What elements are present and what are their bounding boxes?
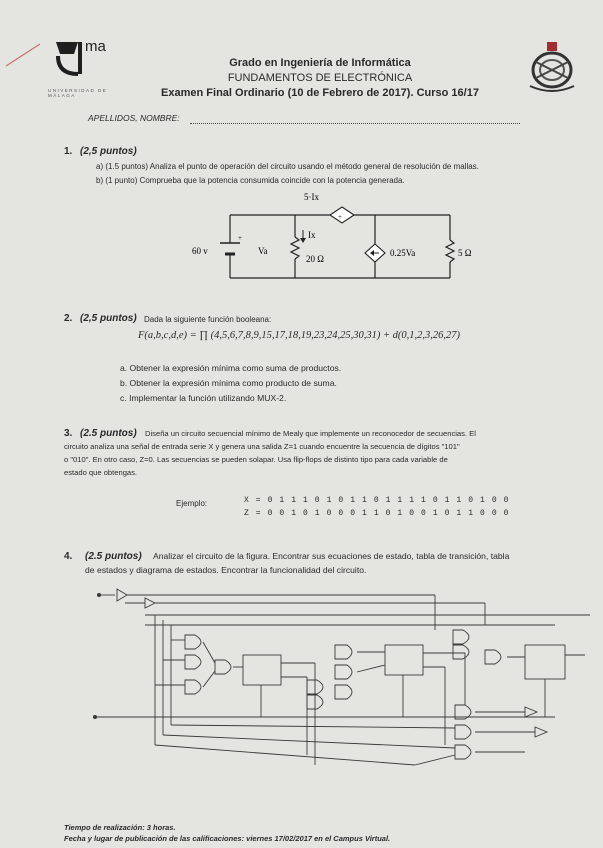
dependent-voltage-source-top [330, 207, 354, 223]
q4-number: 4. [64, 551, 73, 562]
q2-item-a: a. Obtener la expresión mínima como suma de productos. [120, 363, 342, 373]
q3-example-label: Ejemplo: [176, 499, 208, 508]
label-025va: 0.25Va [390, 248, 416, 258]
label-r5: 5 Ω [458, 248, 472, 258]
label-r20: 20 Ω [306, 254, 324, 264]
pen-mark [4, 40, 44, 70]
q1-part-b: b) (1 punto) Comprueba que la potencia consumida coincide con la potencia generada. [96, 176, 405, 185]
q3-x-sequence: X = 0 1 1 1 0 1 0 1 1 0 1 1 1 1 0 1 1 0 1 0 0 [244, 496, 510, 505]
q3-line-4: estado que obtengas. [64, 468, 138, 477]
q3-number: 3. [64, 428, 73, 439]
label-5ix: 5·Ix [304, 192, 319, 202]
exam-title: Examen Final Ordinario (10 de Febrero de 2017). Curso 16/17 [161, 87, 479, 99]
q1-number: 1. [64, 146, 73, 157]
university-name: UNIVERSIDAD DE MÁLAGA [48, 88, 108, 98]
q1-circuit-diagram [190, 190, 490, 290]
q2-number: 2. [64, 313, 73, 324]
q2-boolean-formula: F(a,b,c,d,e) = ∏ (4,5,6,7,8,9,15,17,18,19,23,24,25,30,31) + d(0,1,2,3,26,27) [138, 330, 461, 341]
q4-line-2: de estados y diagrama de estados. Encontrar la funcionalidad del circuito. [85, 565, 367, 575]
q3-line-1: Diseña un circuito secuencial mínimo de Mealy que implemente un reconocedor de secuencias. El [145, 429, 476, 438]
q1-part-a: a) (1.5 puntos) Analiza el punto de operación del circuito usando el método general de resolución de mallas. [96, 162, 479, 171]
school-seal-icon [522, 40, 582, 96]
input-x-terminal [97, 593, 101, 597]
q4-logic-circuit-diagram [85, 585, 590, 780]
q3-points: (2.5 puntos) [80, 428, 137, 439]
label-60v: 60 v [192, 246, 208, 256]
name-field-line[interactable] [190, 123, 520, 124]
logo-text: ma [85, 38, 106, 55]
q3-line-3: o "010". En otro caso, Z=0. Las secuencias se pueden solapar. Usa flip-flops de distinto tipo para cada variable de [64, 455, 448, 464]
q2-intro: Dada la siguiente función booleana: [144, 315, 272, 324]
q4-line-1: Analizar el circuito de la figura. Encontrar sus ecuaciones de estado, tabla de transición, tabla [153, 551, 510, 561]
subject-title: FUNDAMENTOS DE ELECTRÓNICA [227, 72, 413, 84]
label-ix: Ix [308, 230, 316, 240]
battery-plus: + [238, 234, 242, 242]
q2-item-c: c. Implementar la función utilizando MUX-2. [120, 393, 287, 403]
footer-time: Tiempo de realización: 3 horas. [64, 823, 176, 832]
clock-terminal [93, 715, 97, 719]
degree-title: Grado en Ingeniería de Informática [229, 57, 411, 69]
q3-line-2: circuito analiza una señal de entrada serie X y genera una salida Z=1 cuando encuentre la secuencia de dígitos "101" [64, 442, 460, 451]
footer-publication: Fecha y lugar de publicación de las calificaciones: viernes 17/02/2017 en el Campus Virtual. [64, 834, 391, 843]
q3-z-sequence: Z = 0 0 1 0 1 0 0 0 1 1 0 1 0 0 1 0 1 1 0 0 0 [244, 509, 510, 518]
q4-points: (2.5 puntos) [85, 551, 142, 562]
q1-points: (2,5 puntos) [80, 146, 137, 157]
q2-points: (2,5 puntos) [80, 313, 137, 324]
university-logo [48, 38, 128, 98]
label-va: Va [258, 246, 268, 256]
dep-src-sign: + [338, 213, 342, 221]
q2-item-b: b. Obtener la expresión mínima como producto de suma. [120, 378, 337, 388]
name-field-label: APELLIDOS, NOMBRE: [88, 113, 180, 123]
